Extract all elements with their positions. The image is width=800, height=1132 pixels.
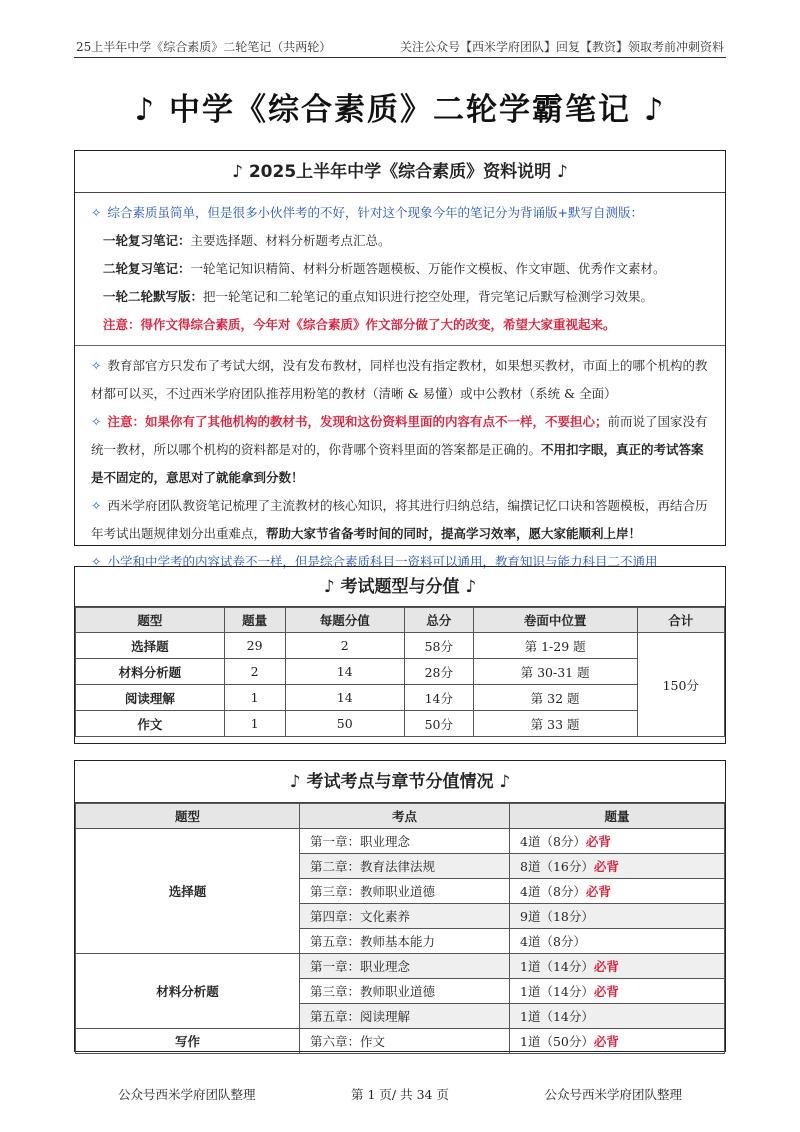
intro-heading: ♪ 2025上半年中学《综合素质》资料说明 ♪ (75, 151, 725, 193)
col-position: 卷面中位置 (473, 608, 637, 633)
cell-count: 1 (224, 685, 285, 711)
cell-type: 作文 (76, 711, 225, 737)
table-row (76, 954, 725, 979)
cell-total: 50分 (404, 711, 473, 737)
para-team-text: 西米学府团队教资笔记梳理了主流教材的核心知识，将其进行归纳总结，编撰记忆口诀和答题模板，再结合历年考试出题规律划分出重难点， (91, 498, 708, 541)
cell-type: 选择题 (76, 633, 225, 659)
diamond-icon: ✧ (91, 414, 102, 429)
must-tag: 必背 (593, 984, 619, 999)
diamond-icon: ✧ (91, 498, 102, 513)
cell-qty: 4道（8分） (510, 929, 725, 954)
label-dictation: 一轮二轮默写版： (103, 289, 204, 304)
diamond-icon: ✧ (91, 554, 102, 569)
header-right: 关注公众号【西米学府团队】回复【教资】领取考前冲刺资料 (399, 40, 724, 54)
intro-section-1 (75, 193, 725, 345)
col-total: 总分 (404, 608, 473, 633)
cell-count: 29 (224, 633, 285, 659)
cell-point: 第四章：文化素养 (300, 904, 510, 929)
cell-count: 1 (224, 711, 285, 737)
header-left: 25上半年中学《综合素质》二轮笔记（共两轮） (76, 40, 332, 54)
para-general: 小学和中学考的内容试卷不一样，但是综合素质科目一资料可以通用，教育知识与能力科目二不通用 (107, 554, 658, 569)
cell-position: 第 30-31 题 (473, 659, 637, 685)
cell-point: 第一章：职业理念 (300, 954, 510, 979)
cell-point: 第三章：教师职业道德 (300, 879, 510, 904)
para-team-bold: 帮助大家节省备考时间的同时，提高学习效率，愿大家能顺利上岸！ (266, 526, 642, 541)
points-heading: ♪ 考试考点与章节分值情况 ♪ (75, 761, 725, 803)
cell-position: 第 32 题 (473, 685, 637, 711)
cell-sum: 150分 (637, 633, 725, 737)
footer-left: 公众号西米学府团队整理 (118, 1087, 256, 1102)
points-table (75, 803, 725, 1054)
cell-total: 28分 (404, 659, 473, 685)
col-count: 题量 (224, 608, 285, 633)
cell-qty: 1道（50分）必背 (510, 1029, 725, 1054)
intro-section-2 (75, 345, 725, 582)
col-type: 题型 (76, 608, 225, 633)
page-title: ♪ 中学《综合素质》二轮学霸笔记 ♪ (134, 92, 666, 128)
cell-count: 2 (224, 659, 285, 685)
cell-each: 14 (285, 659, 404, 685)
cell-each: 14 (285, 685, 404, 711)
cell-position: 第 1-29 题 (473, 633, 637, 659)
cell-qty: 9道（18分） (510, 904, 725, 929)
must-tag: 必背 (585, 834, 611, 849)
cell-each: 2 (285, 633, 404, 659)
group-writing: 写作 (76, 1029, 300, 1054)
types-box (74, 566, 726, 744)
table-row (76, 685, 725, 711)
must-tag: 必背 (593, 959, 619, 974)
table-row (76, 633, 725, 659)
para-note-bold: 不用扣字眼，真正的考试答案是不固定的，意思对了就能拿到分数！ (91, 442, 704, 485)
intro-line1: 综合素质虽简单，但是很多小伙伴考的不好，针对这个现象今年的笔记分为背诵版+默写自测版： (107, 205, 643, 220)
table-row (76, 711, 725, 737)
text-round1: 主要选择题、材料分析题考点汇总。 (190, 233, 391, 248)
must-tag: 必背 (593, 859, 619, 874)
col-each: 每题分值 (285, 608, 404, 633)
must-tag: 必背 (585, 884, 611, 899)
col-qty: 题量 (510, 804, 725, 829)
para-textbook: 教育部官方只发布了考试大纲，没有发布教材，同样也没有指定教材，如果想买教材，市面上的哪个机构的教材都可以买，不过西米学府团队推荐用粉笔的教材（清晰 & 易懂）或中公教材（系统 & 全面） (91, 358, 708, 401)
label-round1: 一轮复习笔记： (103, 233, 191, 248)
para-note-text: 前而说了国家没有统一教材，所以哪个机构的资料都是对的，你背哪个资料里面的答案都是正确的。 (91, 414, 708, 457)
cell-point: 第三章：教师职业道德 (300, 979, 510, 1004)
cell-point: 第五章：教师基本能力 (300, 929, 510, 954)
header-divider (74, 57, 726, 58)
text-round2: 一轮笔记知识精简、材料分析题答题模板、万能作文模板、作文审题、优秀作文素材。 (190, 261, 666, 276)
types-table (75, 607, 725, 737)
table-row (76, 1029, 725, 1054)
cell-each: 50 (285, 711, 404, 737)
col-type: 题型 (76, 804, 300, 829)
cell-point: 第二章：教育法律法规 (300, 854, 510, 879)
cell-qty: 1道（14分） (510, 1004, 725, 1029)
group-material: 材料分析题 (76, 954, 300, 1029)
col-sum: 合计 (637, 608, 725, 633)
footer-page-number: 第 1 页/ 共 34 页 (351, 1087, 449, 1102)
cell-type: 材料分析题 (76, 659, 225, 685)
types-heading: ♪ 考试题型与分值 ♪ (75, 567, 725, 607)
diamond-icon: ✧ (91, 358, 102, 373)
col-point: 考点 (300, 804, 510, 829)
must-tag: 必背 (593, 1034, 619, 1049)
label-round2: 二轮复习笔记： (103, 261, 191, 276)
cell-qty: 1道（14分）必背 (510, 954, 725, 979)
cell-qty: 4道（8分）必背 (510, 829, 725, 854)
cell-point: 第六章：作文 (300, 1029, 510, 1054)
table-row (76, 829, 725, 854)
table-row (76, 659, 725, 685)
note-essay: 注意：得作文得综合素质，今年对《综合素质》作文部分做了大的改变，希望大家重视起来。 (103, 317, 616, 332)
cell-qty: 4道（8分）必背 (510, 879, 725, 904)
group-choice: 选择题 (76, 829, 300, 954)
diamond-icon: ✧ (91, 205, 102, 220)
text-dictation: 把一轮笔记和二轮笔记的重点知识进行挖空处理，背完笔记后默写检测学习效果。 (203, 289, 654, 304)
intro-box (74, 150, 726, 569)
para-note-red: 注意：如果你有了其他机构的教材书，发现和这份资料里面的内容有点不一样，不要担心； (107, 414, 608, 429)
cell-total: 14分 (404, 685, 473, 711)
footer-right: 公众号西米学府团队整理 (544, 1087, 682, 1102)
cell-point: 第五章：阅读理解 (300, 1004, 510, 1029)
cell-qty: 1道（14分）必背 (510, 979, 725, 1004)
cell-qty: 8道（16分）必背 (510, 854, 725, 879)
cell-position: 第 33 题 (473, 711, 637, 737)
points-box (74, 760, 726, 1052)
cell-type: 阅读理解 (76, 685, 225, 711)
cell-total: 58分 (404, 633, 473, 659)
cell-point: 第一章：职业理念 (300, 829, 510, 854)
